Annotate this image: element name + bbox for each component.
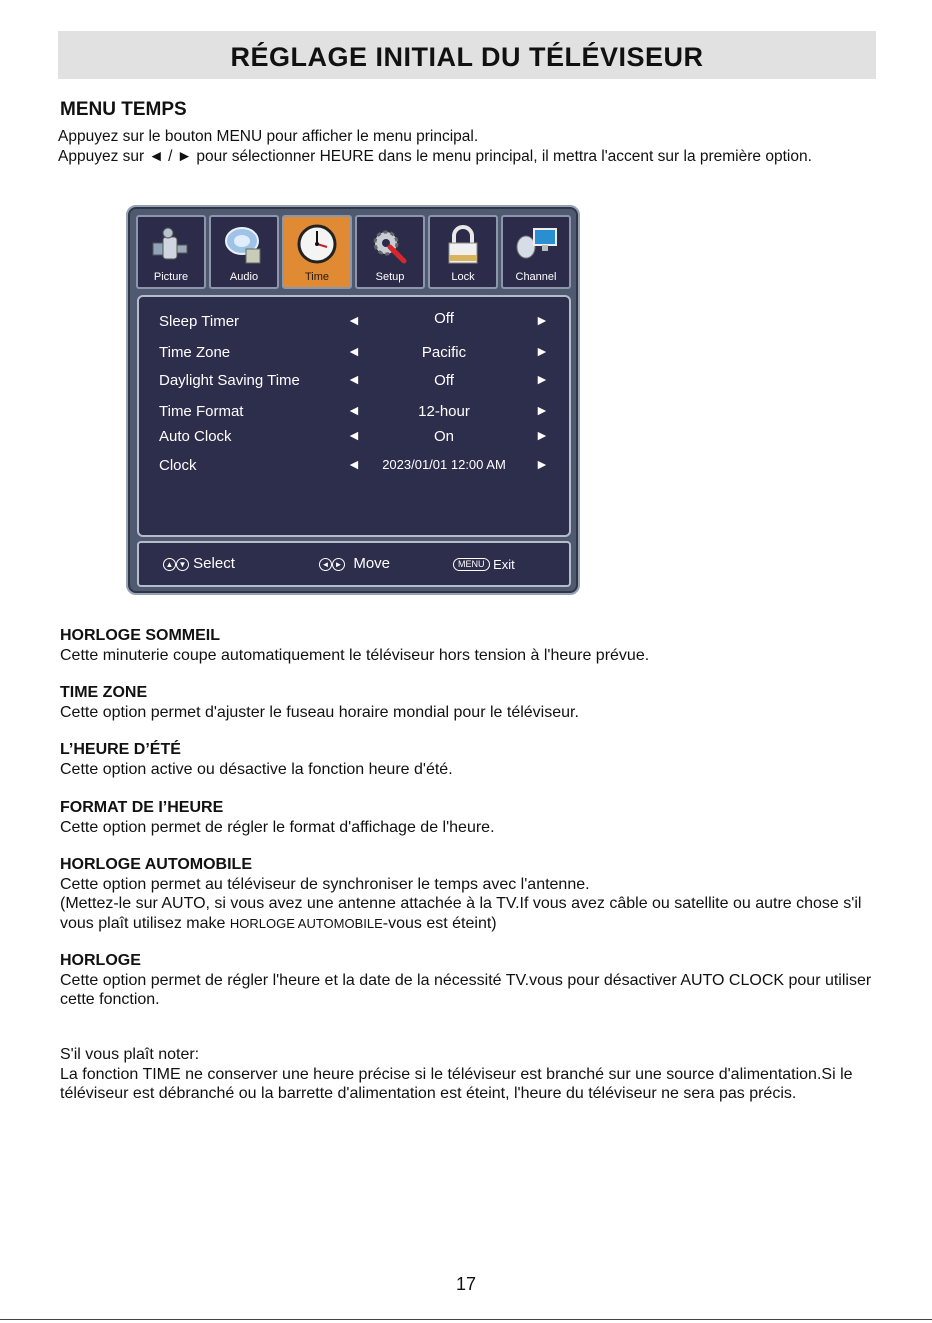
page-banner-title: RÉGLAGE INITIAL DU TÉLÉVISEUR	[58, 31, 876, 79]
description-text-part: HORLOGE AUTOMOBILE	[229, 915, 383, 931]
right-button-icon: ►	[332, 558, 345, 571]
intro-line-1: Appuyez sur le bouton MENU pour afficher le menu principal.	[58, 128, 479, 145]
description-text: Cette option permet au téléviseur de synchroniser le temps avec l'antenne.	[60, 875, 590, 893]
tab-label: Time	[304, 271, 330, 283]
tab-setup[interactable]	[355, 215, 425, 289]
move-hint	[319, 555, 390, 572]
exit-label: Exit	[493, 557, 515, 572]
osd-footer-hints	[137, 541, 571, 587]
arrow-right-icon[interactable]: ►	[535, 427, 549, 443]
up-button-icon: ▲	[163, 558, 176, 571]
description-text: Cette minuterie coupe automatiquement le téléviseur hors tension à l'heure prévue.	[60, 646, 650, 664]
option-label: Auto Clock	[159, 428, 232, 445]
page-number: 17	[455, 1274, 477, 1294]
note-title: S'il vous plaît noter:	[60, 1046, 200, 1063]
select-label: Select	[193, 555, 235, 572]
exit-hint	[453, 557, 515, 572]
description-text: Cette option permet d'ajuster le fuseau horaire mondial pour le téléviseur.	[60, 703, 579, 721]
intro-text	[58, 127, 878, 167]
note-text: La fonction TIME ne conserver une heure précise si le téléviseur est branché sur une source d'alimentation.Si le téléviseur est débranché ou la barrette d'alimentation est éteint, l'heure du téléviseur ne sera pas précis.	[60, 1065, 853, 1102]
option-value: 2023/01/01 12:00 AM	[382, 457, 506, 472]
osd-tab-bar	[136, 215, 570, 289]
tab-label: Audio	[229, 271, 259, 283]
option-value: Pacific	[421, 344, 467, 361]
option-row-auto-clock[interactable]	[139, 426, 569, 448]
tab-label: Channel	[515, 271, 557, 283]
time-settings-panel	[137, 295, 571, 537]
option-row-time-zone[interactable]	[139, 342, 569, 364]
description-text-extra	[60, 894, 880, 933]
description-clock	[60, 951, 880, 1010]
option-label: Sleep Timer	[159, 313, 240, 330]
option-label: Time Format	[159, 403, 244, 420]
tab-channel[interactable]	[501, 215, 571, 289]
tab-picture[interactable]	[136, 215, 206, 289]
padlock-icon	[441, 223, 485, 267]
description-heading: TIME ZONE	[60, 684, 148, 701]
satellite-dish-icon	[514, 223, 558, 267]
option-label: Daylight Saving Time	[159, 372, 300, 389]
description-text: Cette option permet de régler le format d'affichage de l'heure.	[60, 818, 495, 836]
tab-label: Setup	[375, 271, 405, 283]
description-text: Cette option active ou désactive la fonction heure d'été.	[60, 760, 453, 778]
arrow-left-icon[interactable]: ◄	[347, 343, 361, 359]
arrow-left-icon[interactable]: ◄	[347, 456, 361, 472]
option-row-clock[interactable]	[139, 455, 569, 477]
description-heading: FORMAT DE I’HEURE	[60, 799, 224, 816]
description-daylight-saving	[60, 740, 880, 779]
option-label: Time Zone	[159, 344, 231, 361]
left-button-icon: ◄	[319, 558, 332, 571]
option-row-daylight-saving[interactable]	[139, 370, 569, 392]
select-hint	[163, 555, 235, 572]
description-time-zone	[60, 683, 880, 722]
option-value: Off	[434, 372, 454, 389]
intro-line-2: Appuyez sur ◄ / ► pour sélectionner HEURE dans le menu principal, il mettra l'accent sur la première option.	[58, 148, 812, 165]
down-button-icon: ▼	[176, 558, 189, 571]
option-row-sleep-timer[interactable]	[139, 311, 569, 333]
arrow-right-icon[interactable]: ►	[535, 402, 549, 418]
tab-time[interactable]	[282, 215, 352, 289]
camcorder-icon	[149, 223, 193, 267]
description-sleep-timer	[60, 626, 880, 665]
tab-label: Lock	[451, 271, 475, 283]
arrow-left-icon[interactable]: ◄	[347, 312, 361, 328]
tab-label: Picture	[153, 271, 189, 283]
option-label: Clock	[159, 457, 197, 474]
description-heading: L’HEURE D’ÉTÉ	[60, 741, 181, 758]
clock-icon	[295, 223, 339, 267]
description-time-format	[60, 798, 880, 837]
tab-lock[interactable]	[428, 215, 498, 289]
description-text-part: -vous est éteint)	[382, 914, 497, 932]
option-value: Off	[434, 310, 454, 327]
option-row-time-format[interactable]	[139, 401, 569, 423]
tv-osd-menu	[126, 205, 580, 595]
tab-audio[interactable]	[209, 215, 279, 289]
speaker-icon	[222, 223, 266, 267]
arrow-left-icon[interactable]: ◄	[347, 371, 361, 387]
arrow-right-icon[interactable]: ►	[535, 371, 549, 387]
arrow-right-icon[interactable]: ►	[535, 456, 549, 472]
bottom-divider	[0, 1319, 932, 1320]
description-auto-clock	[60, 855, 880, 933]
description-text: Cette option permet de régler l'heure et la date de la nécessité TV.vous pour désactiver AUTO CLOCK pour utiliser cette fonction.	[60, 971, 872, 1008]
wrench-gear-icon	[368, 223, 412, 267]
description-heading: HORLOGE SOMMEIL	[60, 627, 220, 644]
section-title: MENU TEMPS	[60, 99, 187, 120]
menu-key-icon: MENU	[453, 558, 490, 571]
arrow-right-icon[interactable]: ►	[535, 312, 549, 328]
note-block	[60, 1045, 880, 1104]
option-value: On	[433, 428, 454, 445]
arrow-left-icon[interactable]: ◄	[347, 427, 361, 443]
description-heading: HORLOGE	[60, 952, 141, 969]
arrow-left-icon[interactable]: ◄	[347, 402, 361, 418]
move-label: Move	[353, 555, 391, 572]
description-heading: HORLOGE AUTOMOBILE	[60, 856, 252, 873]
arrow-right-icon[interactable]: ►	[535, 343, 549, 359]
description-text-part: (Mettez-le sur AUTO, si vous avez une antenne attachée à la TV.If vous avez câble ou satellite ou autre chose s'il vous plaît utilisez make	[60, 895, 862, 932]
option-value: 12-hour	[418, 403, 470, 420]
